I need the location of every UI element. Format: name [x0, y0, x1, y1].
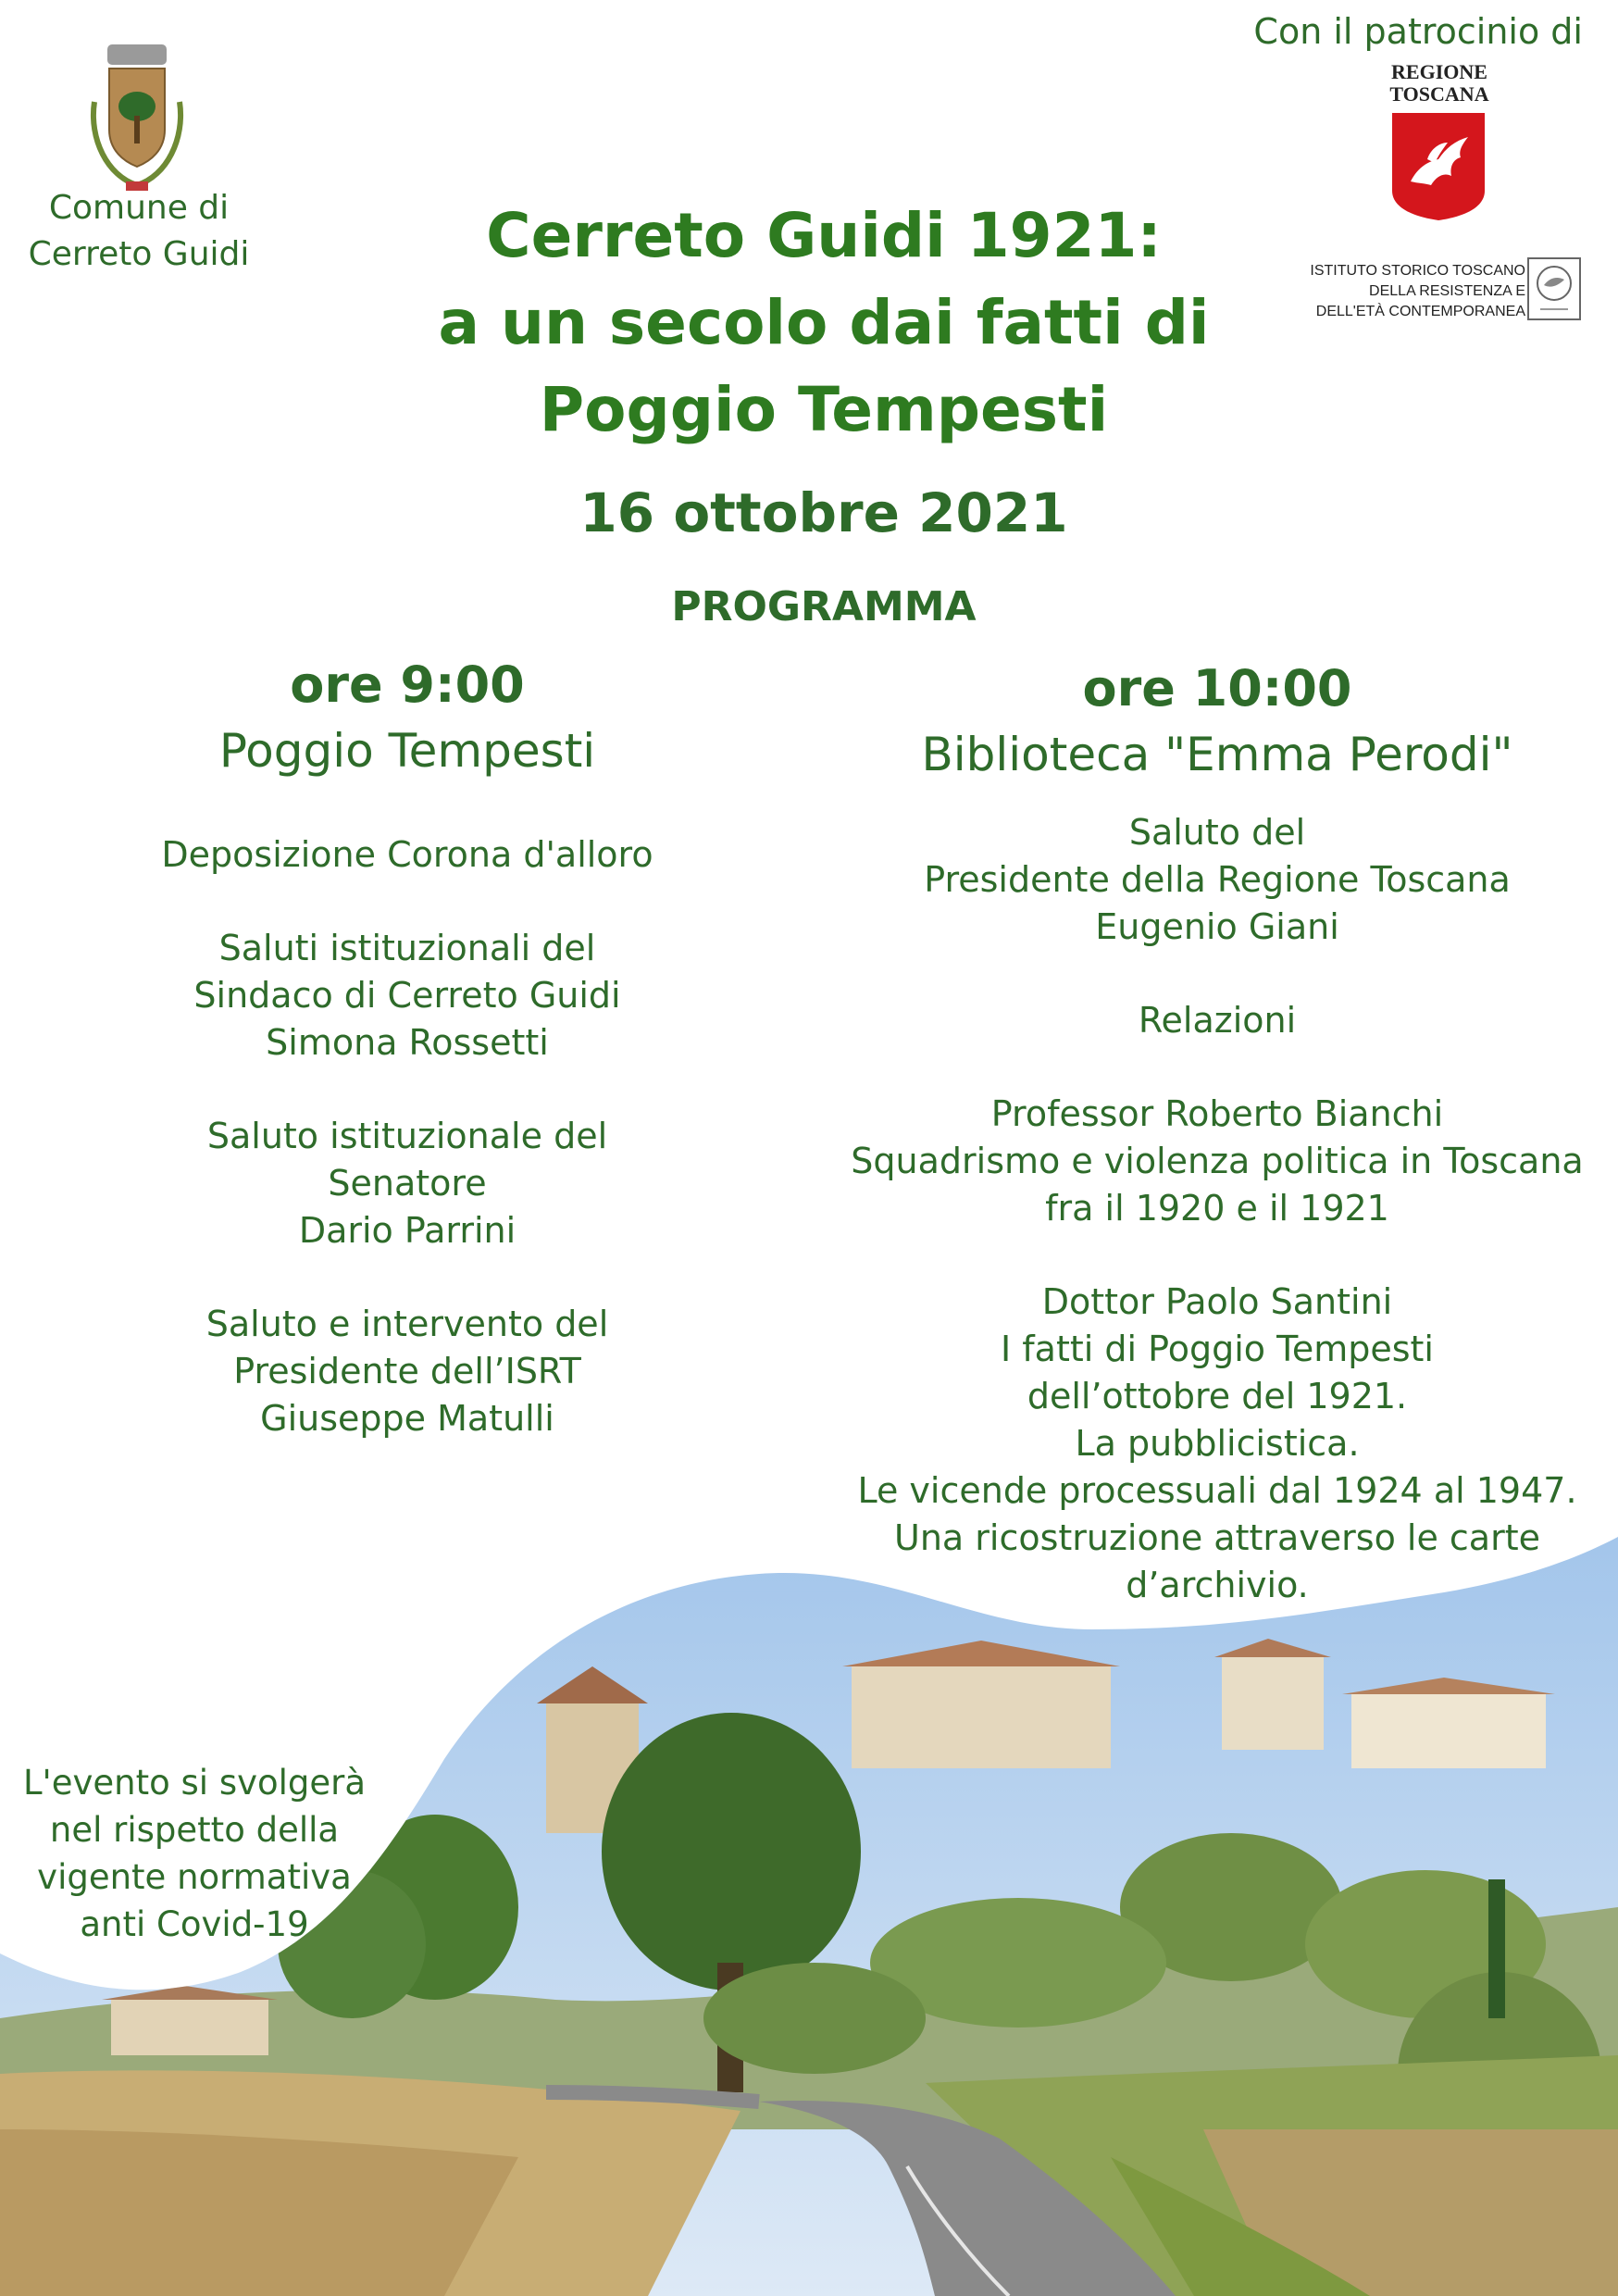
left-item-3-line1: Saluto istituzionale del [206, 1116, 608, 1156]
title-line3: Poggio Tempesti [539, 374, 1109, 445]
left-item-3-line3: Dario Parrini [298, 1210, 517, 1251]
comune-label-line1: Comune di [48, 189, 230, 227]
left-place: Poggio Tempesti [218, 724, 596, 778]
right-item-1-line3: Eugenio Giani [1095, 906, 1339, 947]
right-item-1-line1: Saluto del [1128, 812, 1306, 853]
right-item-3-line3: fra il 1920 e il 1921 [1045, 1188, 1389, 1229]
right-item-1-line2: Presidente della Regione Toscana [924, 859, 1511, 900]
covid-line4: anti Covid-19 [80, 1904, 309, 1944]
event-date: 16 ottobre 2021 [579, 481, 1068, 544]
programma-heading: PROGRAMMA [671, 583, 977, 630]
left-time: ore 9:00 [290, 655, 525, 714]
covid-line2: nel rispetto della [49, 1810, 340, 1850]
right-item-4-line2: I fatti di Poggio Tempesti [1001, 1329, 1434, 1369]
left-item-2-line1: Saluti istituzionali del [218, 928, 596, 968]
istituto-line2: DELLA RESISTENZA E [1369, 283, 1525, 299]
left-item-4-line2: Presidente dell’ISRT [233, 1351, 581, 1391]
right-item-2: Relazioni [1138, 1000, 1297, 1041]
covid-notice [19, 1759, 370, 1948]
left-item-4-line1: Saluto e intervento del [205, 1304, 609, 1344]
right-item-4-line6: Una ricostruzione attraverso le carte [894, 1517, 1540, 1558]
right-item-3-line1: Professor Roberto Bianchi [990, 1093, 1444, 1134]
istituto-line3: DELL'ETÀ CONTEMPORANEA [1315, 304, 1525, 319]
left-item-4-line3: Giuseppe Matulli [260, 1398, 554, 1439]
right-time: ore 10:00 [1082, 659, 1352, 718]
left-item-2-line2: Sindaco di Cerreto Guidi [193, 975, 621, 1016]
patrocinio-label: Con il patrocinio di [1253, 11, 1583, 52]
comune-label-line2: Cerreto Guidi [28, 235, 250, 273]
left-item-1: Deposizione Corona d'alloro [161, 834, 653, 875]
right-item-4-line4: La pubblicistica. [1075, 1423, 1360, 1464]
istituto-line1: ISTITUTO STORICO TOSCANO [1310, 263, 1525, 279]
regione-line2: TOSCANA [1389, 82, 1489, 106]
regione-line1: REGIONE [1391, 60, 1487, 83]
right-place: Biblioteca "Emma Perodi" [921, 728, 1513, 781]
right-item-4-line3: dell’ottobre del 1921. [1027, 1376, 1408, 1416]
right-item-3-line2: Squadrismo e violenza politica in Toscana [851, 1141, 1584, 1181]
title-line1: Cerreto Guidi 1921: [486, 200, 1162, 271]
right-item-4-line1: Dottor Paolo Santini [1041, 1281, 1393, 1322]
covid-line3: vigente normativa [37, 1857, 352, 1897]
title-line2: a un secolo dai fatti di [438, 287, 1210, 358]
left-item-3-line2: Senatore [328, 1163, 487, 1204]
right-item-4-line5: Le vicende processuali dal 1924 al 1947. [857, 1470, 1577, 1511]
covid-line1: L'evento si svolgerà [22, 1763, 367, 1803]
right-item-4-line7: d’archivio. [1126, 1565, 1309, 1605]
left-item-2-line3: Simona Rossetti [266, 1022, 549, 1063]
